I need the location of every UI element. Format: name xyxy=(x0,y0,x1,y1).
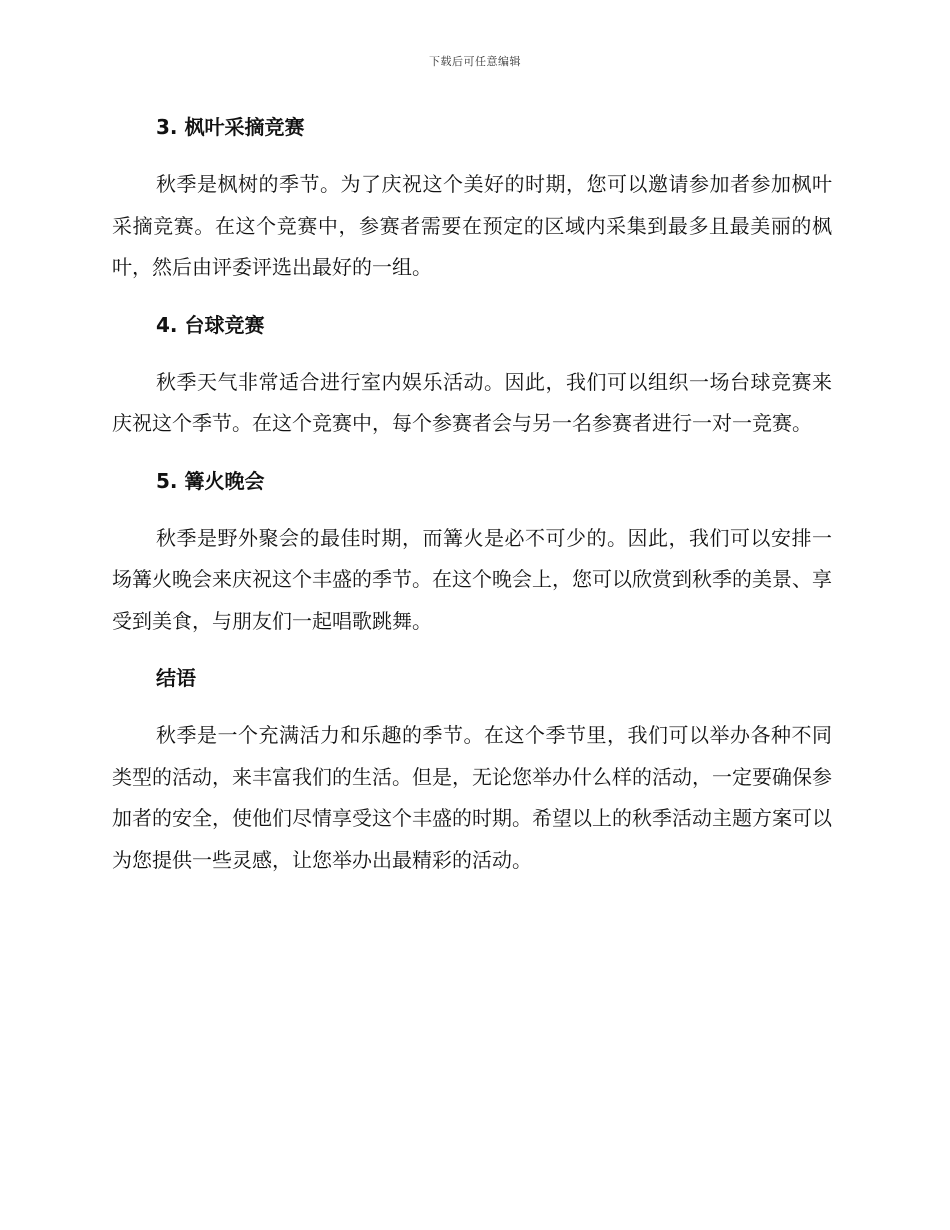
page-header: 下载后可任意编辑 xyxy=(429,55,521,68)
section-paragraph-conclusion: 秋季是一个充满活力和乐趣的季节。在这个季节里，我们可以举办各种不同类型的活动，来丰富我们的生活。但是，无论您举办什么样的活动，一定要确保参加者的安全，使他们尽情享受这个丰盛的时期。希望以上的秋季活动主题方案可以为您提供一些灵感，让您举办出最精彩的活动。 xyxy=(112,723,832,872)
document-body xyxy=(112,108,832,881)
section-paragraph-maple: 秋季是枫树的季节。为了庆祝这个美好的时期，您可以邀请参加者参加枫叶采摘竞赛。在这个竞赛中，参赛者需要在预定的区域内采集到最多且最美丽的枫叶，然后由评委评选出最好的一组。 xyxy=(112,172,832,279)
section-paragraph-bonfire: 秋季是野外聚会的最佳时期，而篝火是必不可少的。因此，我们可以安排一场篝火晚会来庆祝这个丰盛的季节。在这个晚会上，您可以欣赏到秋季的美景、享受到美食，与朋友们一起唱歌跳舞。 xyxy=(112,525,832,633)
section-paragraph-billiards: 秋季天气非常适合进行室内娱乐活动。因此，我们可以组织一场台球竞赛来庆祝这个季节。在这个竞赛中，每个参赛者会与另一名参赛者进行一对一竞赛。 xyxy=(112,369,832,435)
section-heading-maple: 3. 枫叶采摘竞赛 xyxy=(156,115,305,139)
section-heading-bonfire: 5. 篝火晚会 xyxy=(156,468,265,493)
section-heading-conclusion: 结语 xyxy=(156,666,196,690)
section-heading-billiards: 4. 台球竞赛 xyxy=(156,312,265,337)
